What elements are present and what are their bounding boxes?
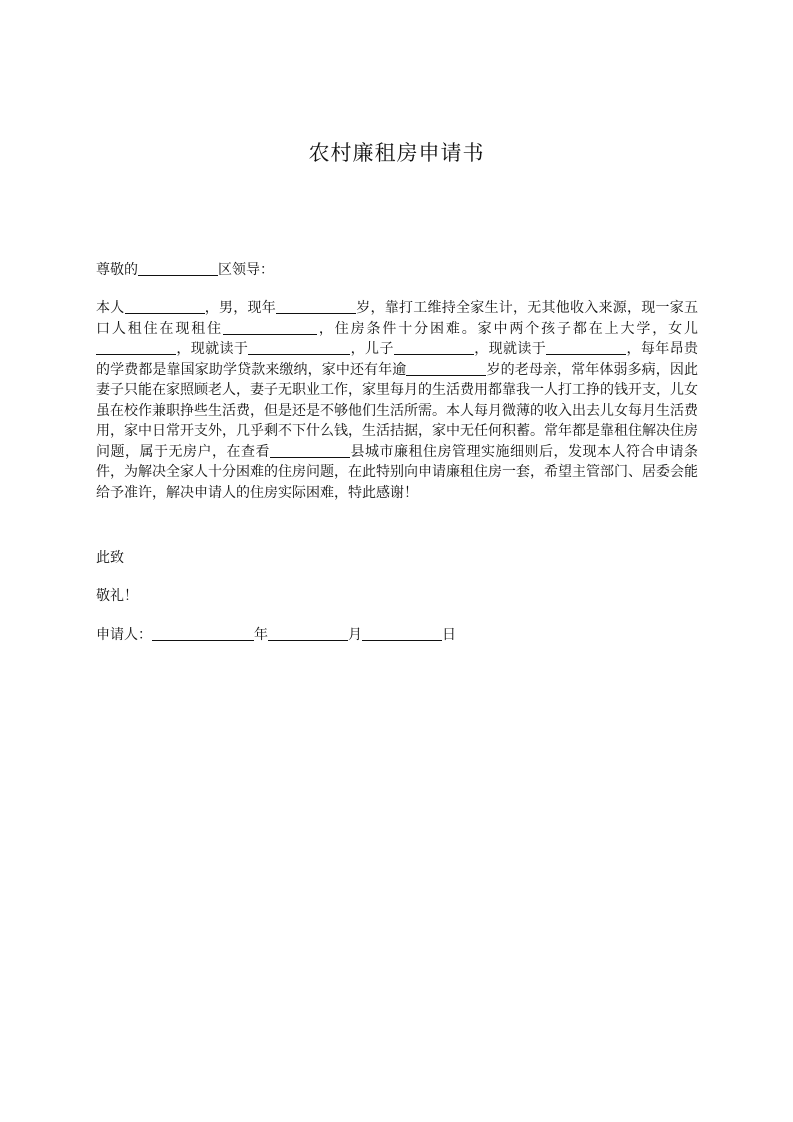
signature-line bbox=[96, 625, 698, 646]
mother-age-blank bbox=[406, 361, 486, 376]
applicant-name-blank bbox=[152, 626, 254, 641]
name-blank bbox=[125, 299, 205, 314]
body-text-9: 岁的老母亲，常年体弱多病，因此妻子只能在家照顾老人，妻子无职业工作，家里每月的生活费用都靠我一人打工挣的钱开支，儿女虽在校作兼职挣些生活费，但是还是不够他们生活所需。本人每月微薄的收入出去儿女每月生活费用，家中日常开支外，几乎剩不下什么钱，生活拮据，家中无任何积蓄。常年都是靠租住解决住房问题，属于无房户，在查看 bbox=[96, 361, 699, 460]
body-text-10: 县城市廉租住房管理实施细则后，发现本人符合申请条件，为解决全家人十分困难的住房问题，在此特别向申请廉租住房一套，希望主管部门、居委会能给予准许，解决申请人的住房实际困难，特此感谢！ bbox=[96, 443, 698, 501]
body-text-3: 岁，靠打工维持全家生计，无其他收入来源，现一家五口人租住在现租住 bbox=[96, 300, 698, 337]
body-text-4: ，住房条件十分困难。家中两个孩子都在上大学，女儿 bbox=[317, 320, 698, 337]
salutation-prefix: 尊敬的 bbox=[96, 262, 138, 278]
residence-blank bbox=[223, 320, 317, 335]
body-text-7: ，现就读于 bbox=[473, 341, 547, 357]
body-text-8: ，每年昂贵的学费都是靠国家助学贷款来缴纳，家中还有年逾 bbox=[96, 341, 699, 378]
month-label: 月 bbox=[348, 627, 362, 643]
day-blank bbox=[362, 626, 442, 641]
salutation-line bbox=[96, 260, 698, 281]
month-blank bbox=[268, 626, 348, 641]
body-text-2: ，男，现年 bbox=[204, 300, 276, 316]
year-label: 年 bbox=[254, 627, 268, 643]
district-blank bbox=[138, 261, 218, 276]
daughter-name-blank bbox=[96, 340, 176, 355]
salutation-suffix: 区领导： bbox=[218, 262, 274, 278]
closing-line-1: 此致 bbox=[96, 550, 124, 566]
body-paragraph bbox=[96, 298, 698, 503]
daughter-school-blank bbox=[248, 340, 350, 355]
county-blank bbox=[270, 443, 350, 458]
applicant-label: 申请人： bbox=[96, 627, 152, 643]
age-blank bbox=[276, 299, 356, 314]
son-school-blank bbox=[546, 340, 626, 355]
document-title: 农村廉租房申请书 bbox=[308, 141, 485, 165]
body-text-1: 本人 bbox=[96, 300, 125, 316]
son-name-blank bbox=[394, 340, 474, 355]
body-text-5: ，现就读于 bbox=[176, 341, 249, 357]
day-label: 日 bbox=[442, 627, 456, 643]
closing-line-2: 敬礼！ bbox=[96, 588, 138, 604]
body-text-6: ，儿子 bbox=[350, 341, 394, 357]
